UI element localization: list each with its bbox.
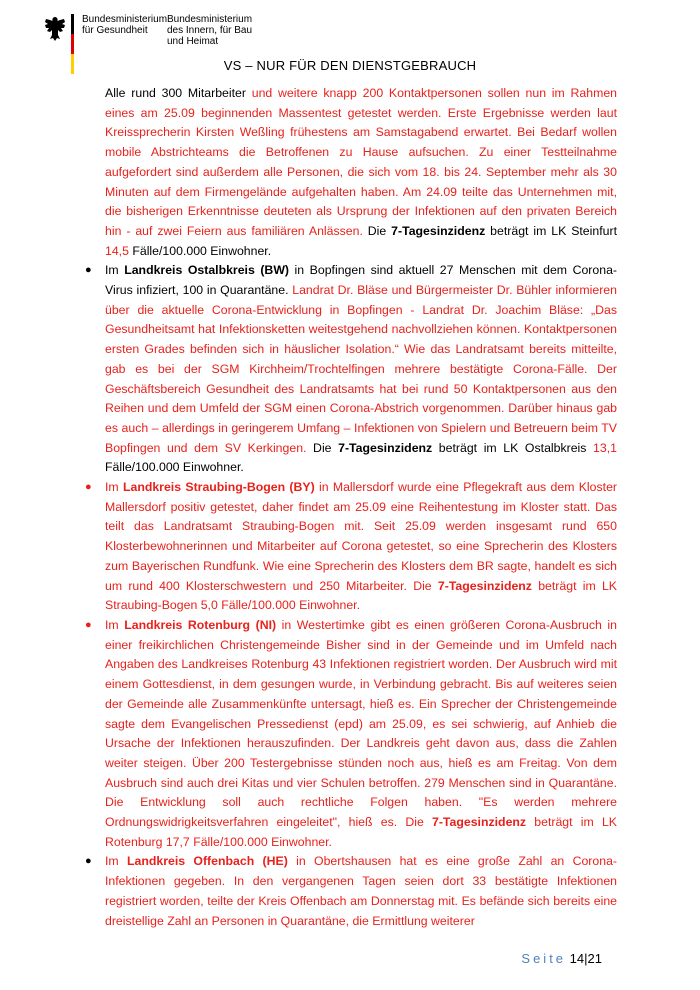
text-run: in Obertshausen hat es eine große Zahl an Corona-Infektionen gegeben. In den vergangenen Tagen seien dort 33 bestätigte Infektionen registriert worden, teilte der Kreis Offenbach am Donnerstag mit. Es befände sich bereits eine dreistellige Zahl an Personen in Quarantäne, die Ermittlung weiterer [105, 854, 618, 928]
list-item [85, 852, 618, 931]
text-run: Landkreis Rotenburg (NI) [124, 617, 277, 632]
list-item [85, 261, 618, 478]
text-run: beträgt im LK Straubing-Bogen 5,0 Fälle/100.000 Einwohner. [105, 578, 617, 613]
text-run: Fälle/100.000 Einwohner. [105, 460, 244, 475]
text-run: und weitere knapp 200 Kontaktpersonen sollen nun im Rahmen eines am 25.09 beginnenden Massentest getestet werden. Erste Ergebnisse werden laut Kreissprecherin Kirsten Weßling frühestens am Samstagabend erwartet. Bei Bedarf wollen mobile Abstrichteams die Betroffenen zu Hause aufsuchen. Zu einer Testteilnahme aufgefordert sind außerdem alle Personen, die sich vom 18. bis 24. September mehr als 30 Minuten auf dem Firmengelände aufgehalten haben. Am 24.09 teilte das Unternehmen mit, die bisherigen Erkenntnisse deuteten als Ursprung der Infektionen auf den privaten Bereich hin - auf zwei Feiern aus familiären Anlässen. [105, 86, 617, 238]
federal-eagle-icon [44, 16, 66, 42]
text-run: beträgt im LK Rotenburg 17,7 Fälle/100.000 Einwohner. [105, 815, 617, 849]
text-run: 7-Tagesinzidenz [437, 578, 532, 593]
text-run: 7-Tagesinzidenz [338, 440, 433, 455]
page-footer [521, 951, 602, 966]
text-run: beträgt im LK Steinfurt [485, 223, 617, 238]
list-item [85, 478, 618, 616]
text-run: Die [306, 440, 339, 455]
text-run: Im [105, 854, 127, 869]
ministry-interior-name [167, 14, 252, 47]
bullet-icon: ● [85, 481, 92, 494]
continuation-paragraph [105, 84, 617, 261]
ministry-interior-line3: und Heimat [167, 36, 219, 47]
text-run: Die [362, 223, 392, 238]
flag-stripe-black [71, 14, 74, 34]
document-body [85, 84, 618, 931]
text-run: beträgt im LK Ostalbkreis [432, 440, 594, 455]
text-run: Landkreis Ostalbkreis (BW) [124, 263, 290, 278]
text-run: Im [105, 480, 123, 495]
text-run: Im [105, 263, 125, 278]
classification-label: VS – NUR FÜR DEN DIENSTGEBRAUCH [223, 58, 477, 73]
ministry-interior-line1: Bundesministerium [167, 14, 253, 25]
flag-stripe-red [71, 34, 74, 54]
text-run: in Westertimke gibt es einen größeren Corona-Ausbruch in einer freikirchlichen Christengemeinde Bisher sind in der Gemeinde und im Umfeld nach Angaben des Landkreises Rotenburg 43 Infektionen registriert worden. Der Ausbruch wird mit einem Gottesdienst, in dem gesungen wurde, in Verbindung gebracht. Bis auf weiteres seien der Gemeinde alle Zusammenkünfte untersagt, hieß es. Ein Sprecher der Christengemeinde sagte dem Evangelischen Pressedienst (epd) am 25.09, es sei schwierig, auf Anhieb die Ursache der Infektionen herauszufinden. Der Landkreis geht davon aus, dass die Zahlen weiter steigen. Über 200 Testergebnisse stünden noch aus, hieß es am Freitag. Von dem Ausbruch sind auch drei Kitas und vier Schulen betroffen. 279 Menschen sind in Quarantäne. Die Entwicklung soll auch rechtliche Folgen haben. "Es werden mehrere Ordnungswidrigkeitsverfahren eingeleitet", hieß es. Die [105, 617, 618, 830]
bullet-icon: ● [85, 264, 92, 277]
page-current: 14 [569, 951, 585, 966]
text-run: Landkreis Straubing-Bogen (BY) [122, 480, 315, 495]
bullet-icon: ● [85, 618, 92, 631]
text-run: Fälle/100.000 Einwohner. [128, 243, 272, 258]
page-separator: | [584, 951, 588, 966]
text-run: in Mallersdorf wurde eine Pflegekraft aus dem Kloster Mallersdorf positiv getestet, daher findet am 25.09 eine Reihentestung im Kloster statt. Das teilt das Landratsamt Straubing-Bogen mit. Seit 25.09 werden insgesamt rund 650 Klosterbewohnerinnen und Mitarbeiter auf Corona getestet, so eine Sprecherin des Klosters zum Bayerischen Rundfunk. Wie eine Sprecherin des Klosters dem BR sagte, handelt es sich um rund 400 Klosterschwestern und 250 Mitarbeiter. Die [105, 480, 618, 593]
bullet-icon: ● [85, 855, 92, 868]
list-item [85, 616, 618, 852]
text-run: 7-Tagesinzidenz [432, 815, 527, 830]
text-run: 7-Tagesinzidenz [391, 223, 486, 238]
text-run: Alle rund 300 Mitarbeiter [105, 86, 252, 100]
text-run: 13,1 [593, 440, 617, 455]
page-label: Seite [521, 951, 567, 966]
text-run: Im [105, 617, 125, 632]
text-run: Landkreis Offenbach (HE) [126, 854, 288, 869]
text-run: Landrat Dr. Bläse und Bürgermeister Dr. Bühler informieren über die aktuelle Corona-Entwicklung in Bopfingen - Landrat Dr. Joachim Bläse: „Das Gesundheitsamt hat Infektionsketten weitestgehend nachvollziehen können. Kontaktpersonen ersten Grades befinden sich in häuslicher Isolation.“ Wie das Landratsamt bereits mitteilte, gab es bei der SGM Kirchheim/Trochtelfingen mehrere bestätigte Corona-Fälle. Der Geschäftsbereich Gesundheit des Landratsamts hat bei rund 50 Kontaktpersonen aus den Reihen und dem Umfeld der SGM einen Corona-Abstrich vorgenommen. Darüber hinaus gab es auch – allerdings in geringerem Umfang – Infektionen von Spielern und Betreuern beim TV Bopfingen und dem SV Kerkingen. [105, 283, 617, 455]
text-run: 14,5 [105, 243, 129, 258]
district-list [85, 261, 618, 931]
ministry-health-name [82, 14, 167, 36]
ministry-health-line1: Bundesministerium [82, 14, 168, 25]
ministry-interior-line2: des Innern, für Bau [167, 25, 253, 36]
text-run: in Bopfingen sind aktuell 27 Menschen mit dem Corona-Virus infiziert, 100 in Quarantäne. [105, 263, 618, 298]
ministry-health-line2: für Gesundheit [82, 25, 148, 36]
page-total: 21 [587, 951, 602, 966]
